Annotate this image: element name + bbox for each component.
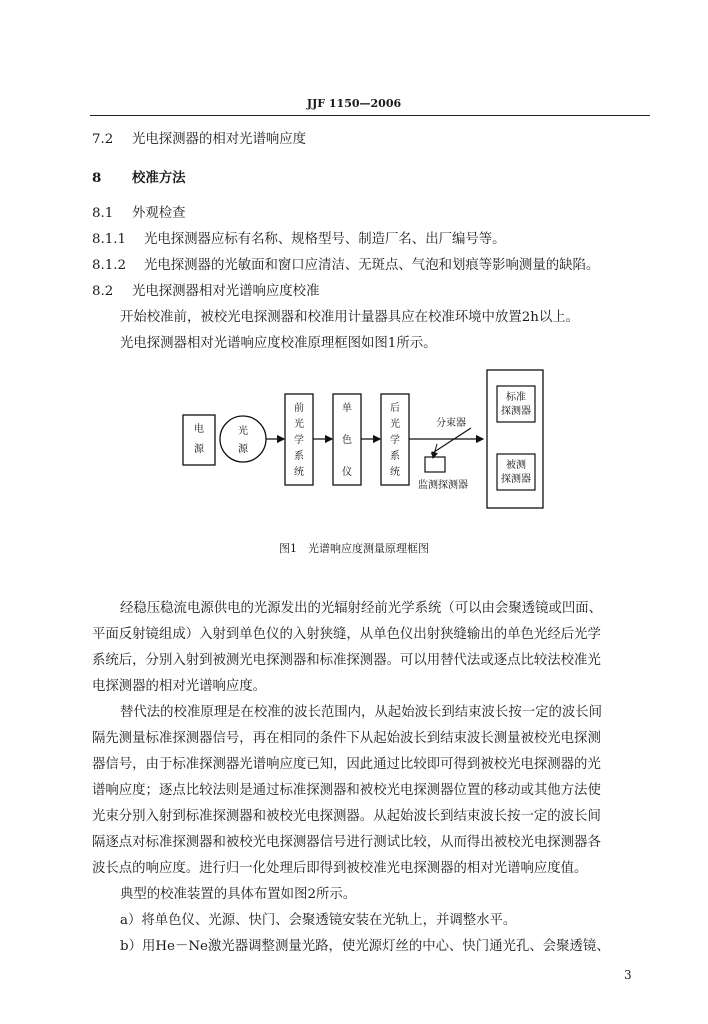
power-supply-box [183, 415, 215, 465]
rear-char-1: 后 [390, 403, 400, 414]
front-char-4: 系 [294, 451, 304, 462]
beam-splitter-line [431, 428, 471, 454]
mono-char-3: 仪 [342, 467, 352, 478]
front-char-3: 学 [294, 435, 304, 446]
light-source-circle [220, 416, 266, 462]
front-char-5: 统 [294, 467, 304, 478]
front-char-2: 光 [294, 419, 304, 430]
page-number: 3 [624, 968, 632, 982]
body-line-2: 平面反射镜组成）入射到单色仪的入射狭缝，从单色仪出射狭缝输出的单色光经后光学 [92, 627, 601, 642]
mono-char-2: 色 [342, 435, 352, 446]
figure-caption: 图1 光谱响应度测量原理框图 [279, 542, 429, 555]
rear-char-3: 学 [390, 435, 400, 446]
mono-char-1: 单 [342, 403, 352, 414]
body-line-9: 光束分别入射到标准探测器和被校光电探测器。从起始波长到结束波长按一定的波长间 [92, 809, 601, 824]
principle-block-diagram [175, 362, 545, 522]
body-line-5: 替代法的校准原理是在校准的波长范围内，从起始波长到结束波长按一定的波长间 [120, 705, 603, 720]
tested-label-1: 被测 [506, 460, 526, 471]
front-char-1: 前 [294, 403, 304, 414]
body-line-3: 系统后，分别入射到被测光电探测器和标准探测器。可以用替代法或逐点比较法校准光 [92, 653, 601, 668]
rear-char-2: 光 [390, 419, 400, 430]
body-line-8: 谱响应度；逐点比较法则是通过标准探测器和被校光电探测器位置的移动或其他方法使 [92, 783, 601, 798]
light-char-2: 源 [238, 444, 248, 455]
body-line-12: 典型的校准装置的具体布置如图2所示。 [120, 887, 357, 902]
section-8-1: 8.1 外观检查 [92, 206, 186, 221]
body-line-4: 电探测器的相对光谱响应度。 [92, 679, 267, 694]
monitor-label: 监测探测器 [418, 480, 468, 491]
splitter-label: 分束器 [436, 418, 466, 429]
rear-char-5: 统 [390, 467, 400, 478]
power-char-1: 电 [194, 424, 204, 435]
tested-label-2: 探测器 [501, 474, 531, 485]
section-7-2: 7.2 光电探测器的相对光谱响应度 [92, 132, 307, 147]
body-line-14: b）用He－Ne激光器调整测量光路，使光源灯丝的中心、快门通光孔、会聚透镜、 [120, 939, 610, 954]
rear-char-4: 系 [390, 451, 400, 462]
body-line-1: 经稳压稳流电源供电的光源发出的光辐射经前光学系统（可以由会聚透镜或凹面、 [120, 601, 603, 616]
body-line-11: 波长点的响应度。进行归一化处理后即得到被校准光电探测器的相对光谱响应度值。 [92, 861, 588, 876]
body-line-6: 隔先测量标准探测器信号，再在相同的条件下从起始波长到结束波长测量被校光电探测 [92, 731, 601, 746]
body-line-10: 隔逐点对标准探测器和被校光电探测器信号进行测试比较，从而得出被校光电探测器各 [92, 835, 601, 850]
header-rule [90, 115, 650, 116]
body-line-13: a）将单色仪、光源、快门、会聚透镜安装在光轨上，并调整水平。 [120, 913, 517, 928]
standard-label-2: 探测器 [501, 406, 531, 417]
power-char-2: 源 [194, 444, 204, 455]
intro-line-1: 开始校准前，被校光电探测器和校准用计量器具应在校准环境中放置2h以上。 [120, 310, 580, 325]
body-line-7: 器信号，由于标准探测器光谱响应度已知，因此通过比较即可得到被校光电探测器的光 [92, 757, 601, 772]
light-char-1: 光 [238, 426, 248, 437]
running-header: JJF 1150—2006 [306, 97, 402, 110]
section-8-2: 8.2 光电探测器相对光谱响应度校准 [92, 284, 320, 299]
section-8-1-2: 8.1.2 光电探测器的光敏面和窗口应清洁、无斑点、气泡和划痕等影响测量的缺陷。 [92, 258, 600, 273]
standard-label-1: 标准 [506, 392, 526, 403]
section-8-heading: 8 校准方法 [92, 170, 186, 186]
section-8-1-1: 8.1.1 光电探测器应标有名称、规格型号、制造厂名、出厂编号等。 [92, 232, 506, 247]
monitor-detector-box [425, 457, 445, 472]
intro-line-2: 光电探测器相对光谱响应度校准原理框图如图1所示。 [120, 336, 437, 351]
